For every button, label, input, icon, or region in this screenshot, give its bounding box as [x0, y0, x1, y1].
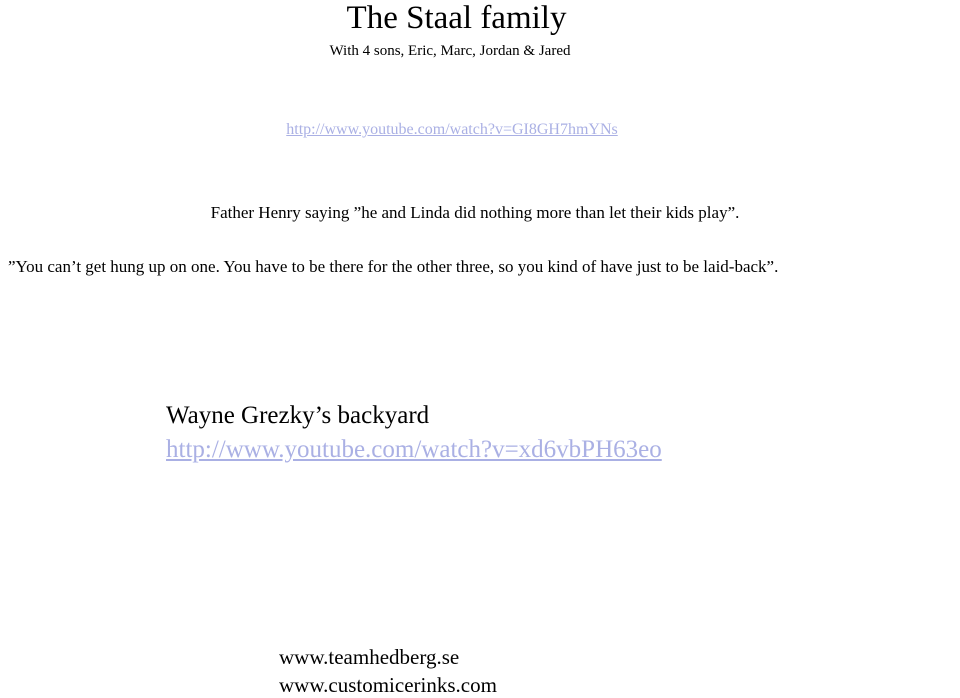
subtitle: With 4 sons, Eric, Marc, Jordan & Jared: [329, 43, 571, 59]
website-customicerinks: www.customicerinks.com: [279, 673, 497, 697]
website-teamhedberg: www.teamhedberg.se: [279, 645, 460, 669]
youtube-link-staal[interactable]: http://www.youtube.com/watch?v=GI8GH7hmYNs: [286, 121, 618, 138]
youtube-link-backyard[interactable]: http://www.youtube.com/watch?v=xd6vbPH63eo: [166, 436, 662, 463]
quote-father-henry: Father Henry saying ”he and Linda did nothing more than let their kids play”.: [210, 203, 740, 222]
backyard-heading: Wayne Grezky’s backyard: [166, 402, 430, 429]
quote-laid-back: ”You can’t get hung up on one. You have to be there for the other three, so you kind of have just to be laid-back”.: [8, 257, 779, 276]
page-title: The Staal family: [346, 0, 567, 36]
